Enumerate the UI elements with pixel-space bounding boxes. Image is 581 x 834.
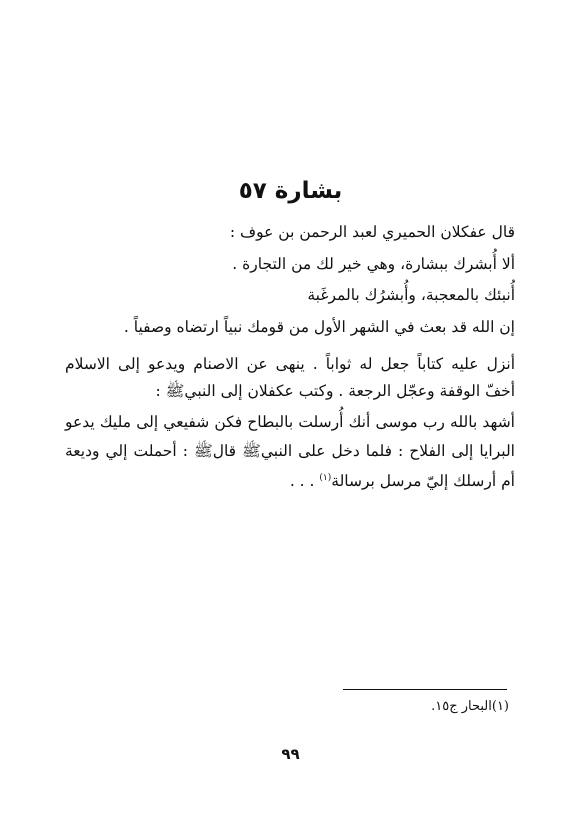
text-line-3: أُنبئك بالمعجبة، وأُبشرُك بالمرغَبة [307, 286, 515, 304]
ellipsis: . . . [289, 472, 315, 491]
text-line-8: البرايا إلى الفلاح : فلما دخل على النبيﷺ قالﷺ : أحملت إلي وديعة [65, 442, 515, 460]
text-line-7: أشهد بالله رب موسى أنك أُرسلت بالبطاح فكن شفيعي إلى مليك يدعو [65, 413, 515, 431]
page-heading: بشارة ٥٧ [238, 178, 343, 204]
text-line-2: ألا أُبشرك ببشارة، وهي خير لك من التجارة . [232, 255, 515, 273]
text-line-9 [65, 468, 515, 491]
page-number: ٩٩ [281, 745, 300, 763]
text-line-6: أخفّ الوقفة وعجّل الرجعة . وكتب عكفلان إلى النبيﷺ : [155, 382, 515, 400]
footnote-marker: (١) [319, 473, 332, 483]
text-line-1: قال عفكلان الحميري لعبد الرحمن بن عوف : [229, 223, 515, 241]
text-line-4: إن الله قد بعث في الشهر الأول من قومك نبياً ارتضاه وصفياً . [123, 318, 515, 336]
footnote: (١)البحار ج١٥. [431, 699, 509, 714]
text-line-5: أنزل عليه كتاباً جعل له ثواباً . ينهى عن الاصنام ويدعو إلى الاسلام [65, 355, 515, 373]
text-line-9-body: أم أرسلك إليّ مرسل برسالة [331, 472, 515, 491]
footnote-divider [343, 689, 507, 690]
